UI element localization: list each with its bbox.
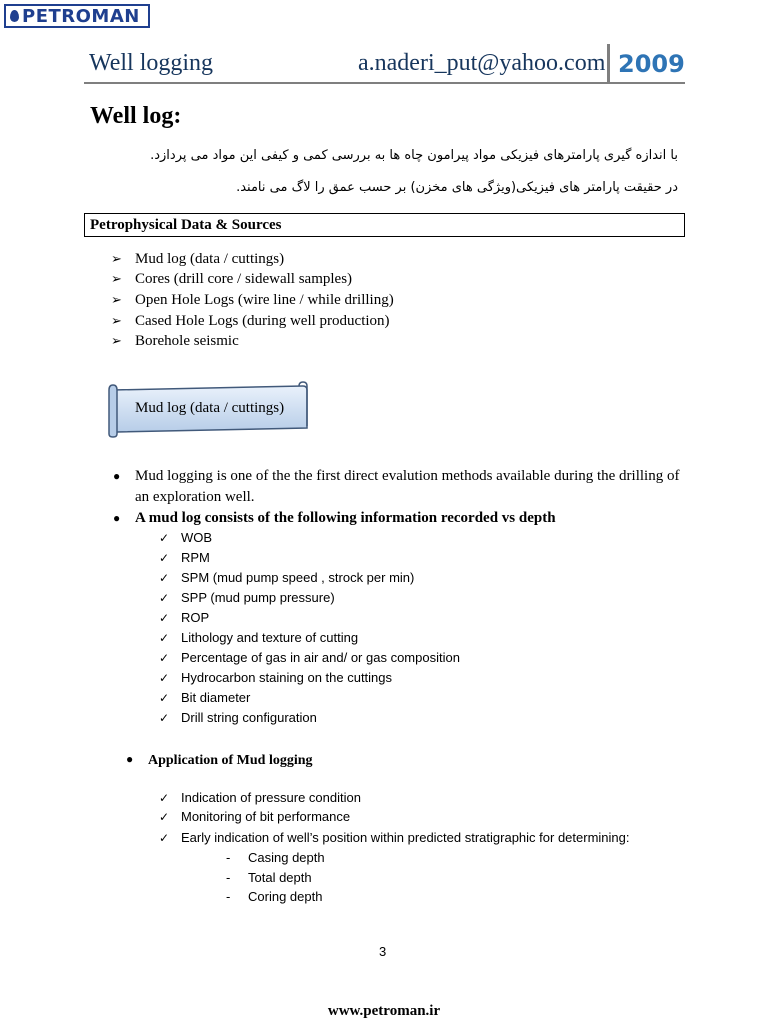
list-item: - Total depth <box>226 870 312 885</box>
check-icon: ✓ <box>159 651 170 665</box>
dash-bullet: - <box>226 870 231 885</box>
list-item: ✓ Bit diameter <box>159 690 251 705</box>
check-icon: ✓ <box>159 831 170 845</box>
header-year: 2009 <box>618 50 685 78</box>
list-item: ✓ ROP <box>159 610 210 625</box>
check-icon: ✓ <box>159 810 170 824</box>
list-item: ✓ Indication of pressure condition <box>159 790 361 805</box>
list-item: ✓ Early indication of well’s position within predicted stratigraphic for determining: <box>159 830 630 845</box>
arrow-bullet-icon: ➢ <box>111 251 122 266</box>
header-rule <box>84 82 685 84</box>
application-heading: Application of Mud logging <box>148 753 313 768</box>
check-icon: ✓ <box>159 711 170 725</box>
petroman-logo <box>4 4 150 28</box>
list-item: ✓ Drill string configuration <box>159 710 317 725</box>
logo-text: PETROMAN <box>22 5 140 27</box>
check-icon: ✓ <box>159 791 170 805</box>
list-item: ➢ Borehole seismic <box>111 333 239 349</box>
list-item: ✓ Hydrocarbon staining on the cuttings <box>159 670 393 685</box>
arrow-bullet-icon: ➢ <box>111 271 122 286</box>
dash-bullet: - <box>226 850 231 865</box>
list-item: ✓ SPM (mud pump speed , strock per min) <box>159 570 415 585</box>
dash-bullet: - <box>226 889 231 904</box>
persian-line-2: در حقیقت پارامتر های فیزیکی(ویژگی های مخزن) بر حسب عمق را لاگ می نامند. <box>236 180 678 195</box>
check-icon: ✓ <box>159 551 170 565</box>
page-number: 3 <box>379 944 387 959</box>
check-icon: ✓ <box>159 691 170 705</box>
list-item: ➢ Cased Hole Logs (during well production) <box>111 313 390 329</box>
list-item: - Coring depth <box>226 889 323 904</box>
bullet-icon: ● <box>113 469 121 483</box>
drop-icon <box>10 10 19 22</box>
list-item: ✓ SPP (mud pump pressure) <box>159 590 335 605</box>
list-item: ✓ Lithology and texture of cutting <box>159 630 359 645</box>
header-title: Well logging <box>89 50 214 76</box>
check-icon: ✓ <box>159 571 170 585</box>
list-item: ➢ Cores (drill core / sidewall samples) <box>111 271 353 287</box>
header-separator <box>607 44 610 82</box>
list-item: - Casing depth <box>226 850 325 865</box>
check-icon: ✓ <box>159 611 170 625</box>
scroll-banner-label: Mud log (data / cuttings) <box>135 400 285 416</box>
arrow-bullet-icon: ➢ <box>111 313 122 328</box>
header-email: a.naderi_put@yahoo.com <box>358 50 606 76</box>
check-icon: ✓ <box>159 531 170 545</box>
footer-url: www.petroman.ir <box>327 1003 441 1019</box>
page-heading: Well log: <box>90 103 182 129</box>
list-item: ✓ RPM <box>159 550 210 565</box>
check-icon: ✓ <box>159 591 170 605</box>
check-icon: ✓ <box>159 671 170 685</box>
list-item: ➢ Mud log (data / cuttings) <box>111 251 285 267</box>
list-item: ✓ Percentage of gas in air and/ or gas composition <box>159 650 460 665</box>
section-box-title: Petrophysical Data & Sources <box>84 213 685 237</box>
list-item: ➢ Open Hole Logs (wire line / while drilling) <box>111 292 394 308</box>
bullet-icon: ● <box>126 752 134 766</box>
persian-line-1: با اندازه گیری پارامترهای فیزیکی مواد پیرامون چاه ها به بررسی کمی و کیفی این مواد می پردازد. <box>150 148 678 163</box>
check-icon: ✓ <box>159 631 170 645</box>
bullet-icon: ● <box>113 511 121 525</box>
paragraph-mud-logging: Mud logging is one of the the first direct evalution methods available during the drilling of an exploration well. <box>135 468 680 505</box>
arrow-bullet-icon: ➢ <box>111 292 122 307</box>
paragraph-mud-log-info: A mud log consists of the following information recorded vs depth <box>135 510 556 526</box>
list-item: ✓ WOB <box>159 530 213 545</box>
arrow-bullet-icon: ➢ <box>111 333 122 348</box>
list-item: ✓ Monitoring of bit performance <box>159 809 351 824</box>
